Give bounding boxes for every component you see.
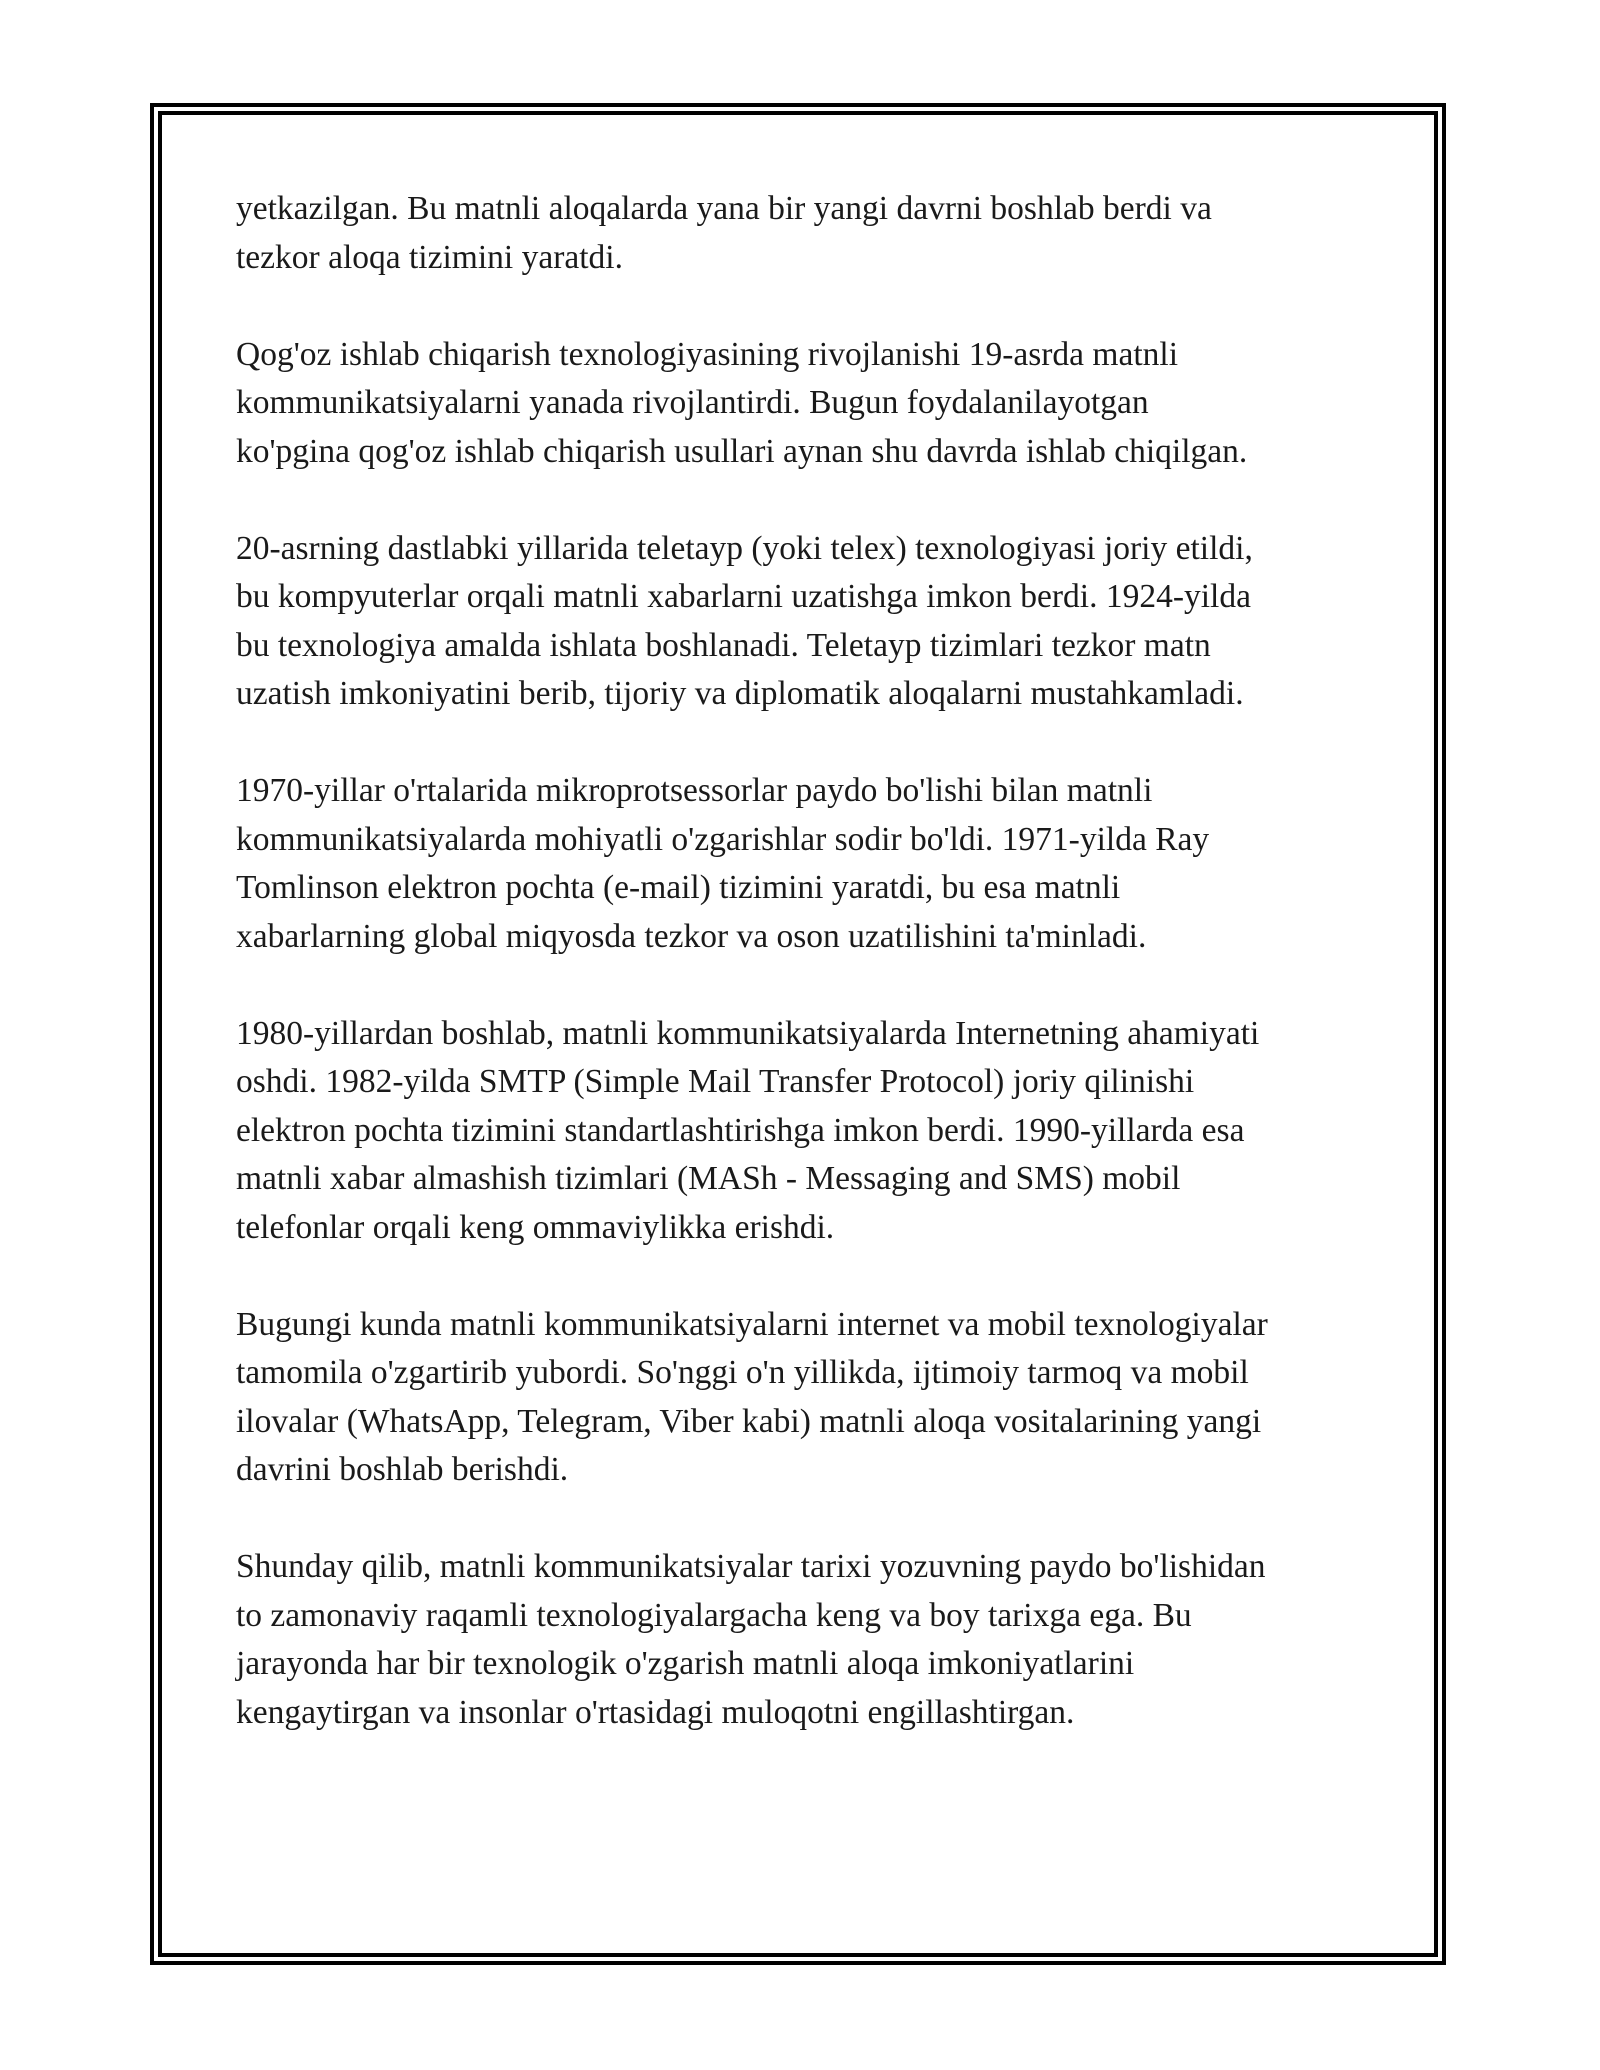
text-line: 20-asrning dastlabki yillarida teletayp (yoki telex) texnologiyasi joriy etildi, [236, 529, 1253, 567]
text-line: yetkazilgan. Bu matnli aloqalarda yana bir yangi davrni boshlab berdi va [236, 190, 1212, 227]
paragraph-5 [236, 1010, 1386, 1253]
text-line: matnli xabar almashish tizimlari (MASh - Messaging and SMS) mobil [236, 1160, 1181, 1197]
text-line: telefonlar orqali keng ommaviylikka erishdi. [236, 1208, 835, 1246]
text-line: kommunikatsiyalarni yanada rivojlantirdi. Bugun foydalanilayotgan [236, 384, 1149, 421]
text-line: kommunikatsiyalarda mohiyatli o'zgarishlar sodir bo'ldi. 1971-yilda Ray [236, 820, 1210, 858]
text-line: Shunday qilib, matnli kommunikatsiyalar tarixi yozuvning paydo bo'lishidan [236, 1548, 1266, 1585]
text-line: jarayonda har bir texnologik o'zgarish matnli aloqa imkoniyatlarini [236, 1645, 1135, 1682]
text-line: to zamonaviy raqamli texnologiyalargacha keng va boy tarixga ega. Bu [236, 1596, 1192, 1634]
document-body [236, 185, 1386, 1786]
text-line: ko'pgina qog'oz ishlab chiqarish usullari aynan shu davrda ishlab chiqilgan. [236, 432, 1248, 470]
text-line: uzatish imkoniyatini berib, tijoriy va diplomatik aloqalarni mustahkamladi. [236, 675, 1244, 712]
text-line: oshdi. 1982-yilda SMTP (Simple Mail Transfer Protocol) joriy qilinishi [236, 1063, 1195, 1100]
paragraph-7 [236, 1543, 1386, 1737]
text-line: 1980-yillardan boshlab, matnli kommunikatsiyalarda Internetning ahamiyati [236, 1014, 1260, 1052]
text-line: elektron pochta tizimini standartlashtirishga imkon berdi. 1990-yillarda esa [236, 1111, 1245, 1149]
paragraph-2 [236, 331, 1386, 477]
text-line: 1970-yillar o'rtalarida mikroprotsessorlar paydo bo'lishi bilan matnli [236, 772, 1153, 809]
text-line: xabarlarning global miqyosda tezkor va oson uzatilishini ta'minladi. [236, 917, 1147, 955]
text-line: tamomila o'zgartirib yubordi. So'nggi o'n yillikda, ijtimoiy tarmoq va mobil [236, 1354, 1249, 1391]
text-line: Qog'oz ishlab chiqarish texnologiyasining rivojlanishi 19-asrda matnli [236, 335, 1179, 373]
text-line: tezkor aloqa tizimini yaratdi. [236, 238, 623, 276]
text-line: davrini boshlab berishdi. [236, 1451, 569, 1488]
paragraph-6 [236, 1301, 1386, 1495]
text-line: Tomlinson elektron pochta (e-mail) tizimini yaratdi, bu esa matnli [236, 869, 1121, 906]
text-line: Bugungi kunda matnli kommunikatsiyalarni internet va mobil texnologiyalar [236, 1305, 1268, 1343]
text-line: bu texnologiya amalda ishlata boshlanadi. Teletayp tizimlari tezkor matn [236, 626, 1211, 664]
text-line: ilovalar (WhatsApp, Telegram, Viber kabi) matnli aloqa vositalarining yangi [236, 1402, 1262, 1440]
text-line: bu kompyuterlar orqali matnli xabarlarni uzatishga imkon berdi. 1924-yilda [236, 578, 1251, 615]
paragraph-4 [236, 767, 1386, 961]
paragraph-3 [236, 525, 1386, 719]
paragraph-1 [236, 185, 1386, 282]
text-line: kengaytirgan va insonlar o'rtasidagi muloqotni engillashtirgan. [236, 1693, 1075, 1731]
